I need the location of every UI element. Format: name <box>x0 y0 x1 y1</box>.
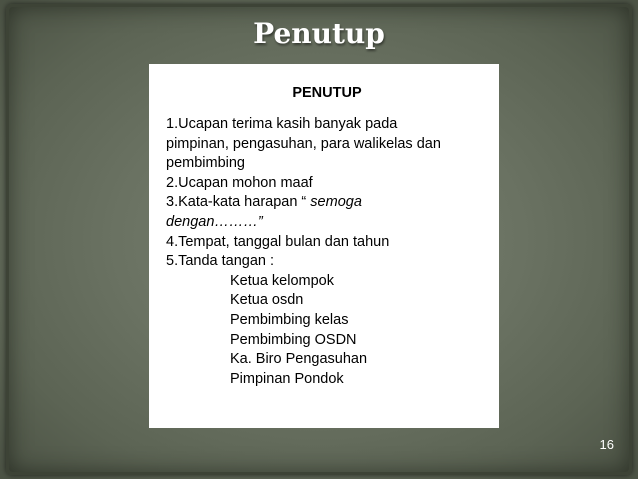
list-line-hope-cont: dengan………” <box>166 213 263 230</box>
signatory-item: Ketua kelompok <box>230 272 334 289</box>
card-heading: PENUTUP <box>292 85 362 101</box>
signatory-item: Pembimbing OSDN <box>230 331 357 348</box>
hope-prefix: 3.Kata-kata harapan “ <box>166 194 311 211</box>
list-line: 1.Ucapan terima kasih banyak pada <box>166 116 398 132</box>
slide-title: Penutup <box>253 17 385 50</box>
signatory-item: Pembimbing kelas <box>230 311 349 328</box>
signatory-item: Ka. Biro Pengasuhan <box>230 351 368 368</box>
list-line-hope <box>166 193 499 213</box>
list-line: 2.Ucapan mohon maaf <box>166 174 313 191</box>
list-line: 4.Tempat, tanggal bulan dan tahun <box>166 233 390 250</box>
list-line: 5.Tanda tangan : <box>166 253 275 270</box>
signatory-item: Ketua osdn <box>230 292 304 309</box>
list-line: pimpinan, pengasuhan, para walikelas dan <box>166 135 441 152</box>
content-card <box>149 64 499 428</box>
signatory-item: Pimpinan Pondok <box>230 370 344 387</box>
list-line: pembimbing <box>166 155 245 172</box>
page-number: 16 <box>599 437 614 452</box>
hope-italic: semoga <box>310 194 362 211</box>
